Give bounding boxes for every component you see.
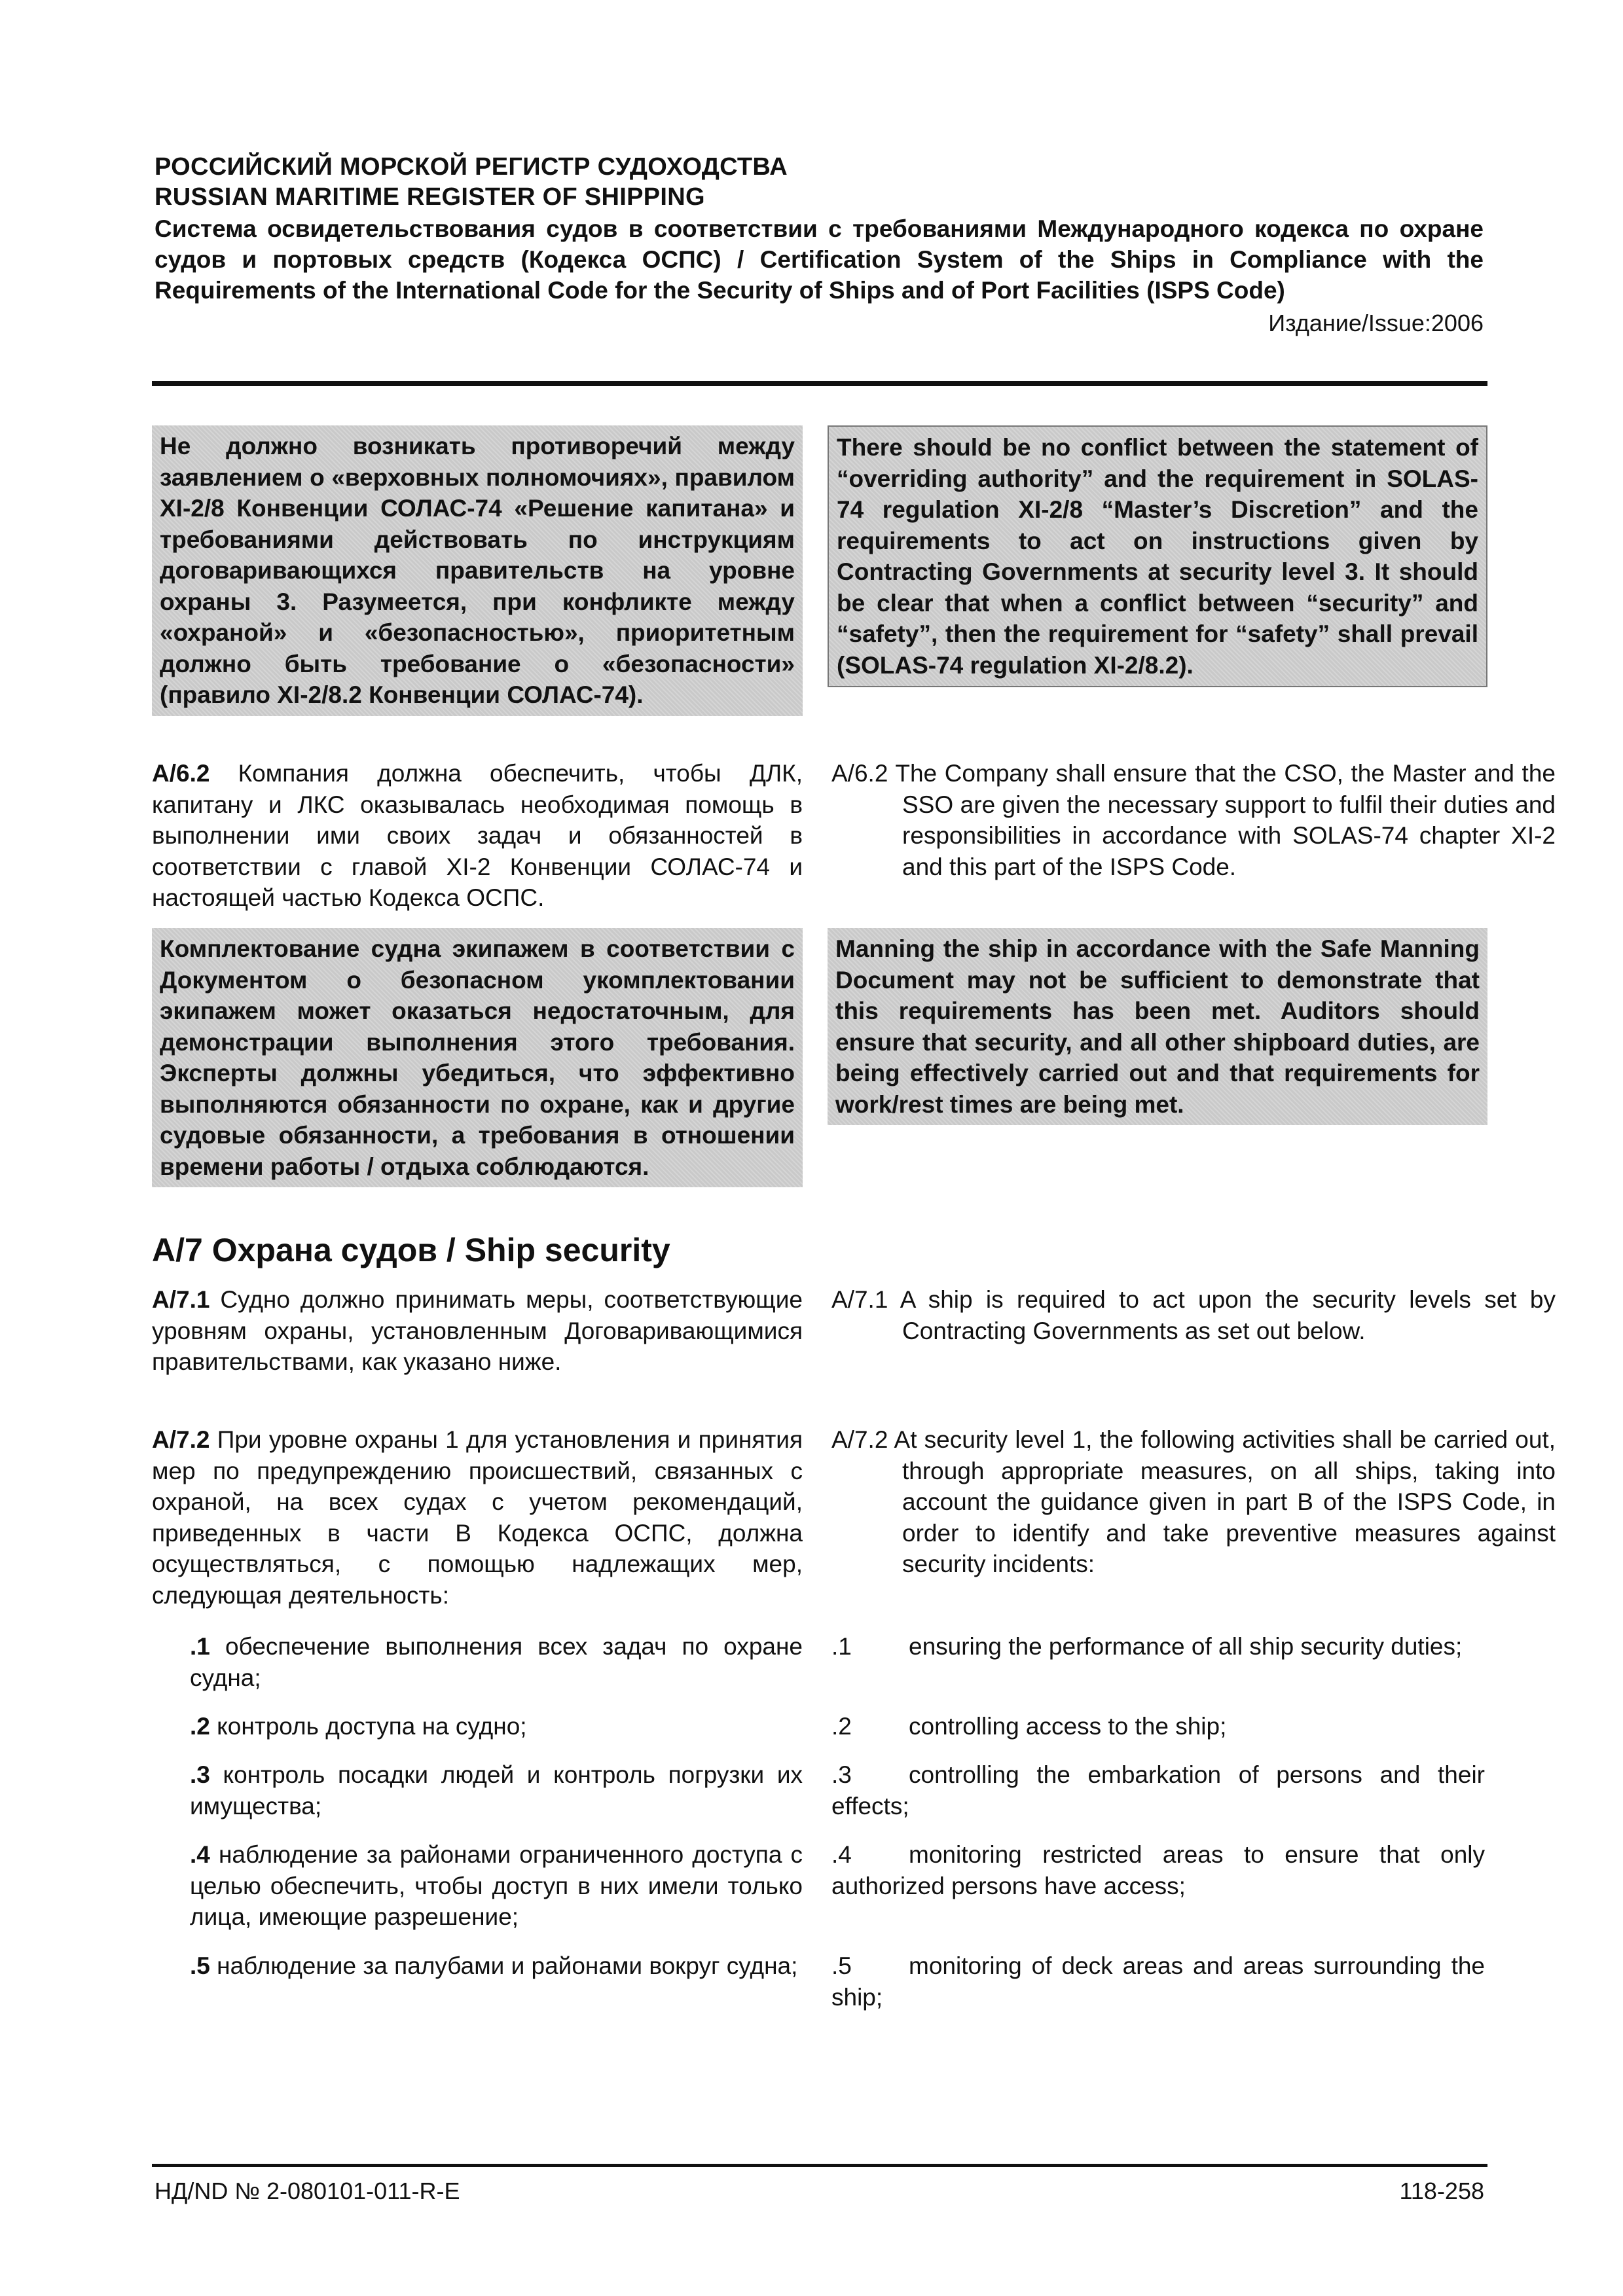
list-number: .3 — [831, 1761, 852, 1788]
header-divider — [152, 381, 1487, 386]
page-header — [155, 152, 1484, 338]
footer-divider — [152, 2164, 1487, 2167]
list-text: наблюдение за палубами и районами вокруг судна; — [217, 1952, 798, 1979]
clause-number: A/6.2 — [152, 760, 210, 787]
list-text: monitoring of deck areas and areas surrounding the ship; — [831, 1952, 1485, 2011]
clause-text: Судно должно принимать меры, соответствующие уровням охраны, установленным Договаривающимися правительствами, как указано ниже. — [152, 1286, 803, 1375]
list-text: наблюдение за районами ограниченного доступа с целью обеспечить, чтобы доступ в них имели только лица, имеющие разрешение; — [190, 1841, 803, 1930]
list-text: controlling access to the ship; — [909, 1713, 1227, 1740]
org-name-ru: РОССИЙСКИЙ МОРСКОЙ РЕГИСТР СУДОХОДСТВА — [155, 153, 788, 181]
guidance-box-en-2: Manning the ship in accordance with the Safe Manning Document may not be sufficient to demonstrate that this requirements has been met. Auditors should ensure that security, and all other shipboard duties, are being effectively carried out and that requirements for work/rest times are being met. — [828, 928, 1487, 1125]
list-item-ru-5 — [190, 1950, 803, 1982]
clause-text: A ship is required to act upon the security levels set by Contracting Governments as set out below. — [900, 1286, 1556, 1344]
list-text: обеспечение выполнения всех задач по охране судна; — [190, 1633, 803, 1691]
list-item-ru-3 — [190, 1759, 803, 1821]
list-item-ru-1 — [190, 1631, 803, 1693]
clause-a7-2-en — [831, 1424, 1556, 1580]
list-number: .2 — [831, 1713, 852, 1740]
list-text: контроль доступа на судно; — [217, 1713, 527, 1740]
list-item-en-1 — [831, 1631, 1485, 1662]
issue-label: Издание/Issue:2006 — [1268, 310, 1484, 336]
list-item-en-2 — [831, 1711, 1485, 1742]
document-title: Система освидетельствования судов в соответствии с требованиями Международного кодекса по охране судов и портовых средств (Кодекса ОСПС) / Certification System of the Ships in Compliance with the Requirements of the International Code for the Security of Ships and of Port Facilities (ISPS Code) — [155, 215, 1484, 304]
list-text: контроль посадки людей и контроль погрузки их имущества; — [190, 1761, 803, 1820]
clause-a7-2-ru — [152, 1424, 803, 1611]
list-number: .4 — [190, 1841, 210, 1868]
page-number: 118-258 — [1399, 2178, 1484, 2204]
list-number: .5 — [190, 1952, 210, 1979]
document-number: НД/ND № 2-080101-011-R-E — [155, 2178, 460, 2204]
list-item-ru-2 — [190, 1711, 803, 1742]
clause-text: The Company shall ensure that the CSO, the Master and the SSO are given the necessary support to fulfil their duties and responsibilities in accordance with SOLAS-74 chapter XI-2 and this part of the ISPS Code. — [895, 760, 1556, 880]
guidance-box-en-1: There should be no conflict between the statement of “overriding authority” and the requirement in SOLAS-74 regulation XI-2/8 “Master’s Discretion” and the requirements to act on instructions given by Contracting Governments at security level 3. It should be clear that when a conflict between “security” and “safety”, then the requirement for “safety” shall prevail (SOLAS-74 regulation XI-2/8.2). — [828, 425, 1487, 687]
list-item-en-5 — [831, 1950, 1485, 2013]
list-item-ru-4 — [190, 1839, 803, 1933]
clause-a7-1-en — [831, 1284, 1556, 1346]
clause-number: A/6.2 — [831, 760, 888, 787]
guidance-box-ru-2: Комплектование судна экипажем в соответствии с Документом о безопасном укомплектовании экипажем может оказаться недостаточным, для демонстрации выполнения этого требования. Эксперты должны убедиться, что эффективно выполняются обязанности по охране, как и другие судовые обязанности, а требования в отношении времени работы / отдыха соблюдаются. — [152, 928, 803, 1187]
list-text: controlling the embarkation of persons and their effects; — [831, 1761, 1485, 1820]
clause-number: A/7.1 — [152, 1286, 210, 1313]
org-name-en: RUSSIAN MARITIME REGISTER OF SHIPPING — [155, 183, 705, 211]
list-item-en-4 — [831, 1839, 1485, 1901]
clause-a6-2-ru — [152, 758, 803, 914]
guidance-box-ru-1: Не должно возникать противоречий между заявлением о «верховных полномочиях», правилом XI-2/8 Конвенции СОЛАС-74 «Решение капитана» и требованиями действовать по инструкциям договаривающихся правительств на уровне охраны 3. Разумеется, при конфликте между «охраной» и «безопасностью», приоритетным должно быть требование о «безопасности» (правило XI-2/8.2 Конвенции СОЛАС-74). — [152, 425, 803, 716]
clause-a7-1-ru — [152, 1284, 803, 1378]
list-number: .5 — [831, 1952, 852, 1979]
clause-number: A/7.2 — [152, 1426, 210, 1453]
clause-a6-2-en — [831, 758, 1556, 882]
list-text: monitoring restricted areas to ensure that only authorized persons have access; — [831, 1841, 1485, 1899]
list-number: .2 — [190, 1713, 210, 1740]
list-number: .4 — [831, 1841, 852, 1868]
list-number: .1 — [190, 1633, 210, 1660]
clause-number: A/7.2 — [831, 1426, 888, 1453]
list-text: ensuring the performance of all ship security duties; — [909, 1633, 1463, 1660]
clause-number: A/7.1 — [831, 1286, 888, 1313]
clause-text: При уровне охраны 1 для установления и принятия мер по предупреждению происшествий, связанных с охраной, на всех судах с учетом рекомендаций, приведенных в части B Кодекса ОСПС, должна осуществляться, с помощью надлежащих мер, следующая деятельность: — [152, 1426, 803, 1609]
clause-text: Компания должна обеспечить, чтобы ДЛК, капитану и ЛКС оказывалась необходимая помощь в выполнении ими своих задач и обязанностей в соответствии с главой XI-2 Конвенции СОЛАС-74 и настоящей частью Кодекса ОСПС. — [152, 760, 803, 911]
list-number: .1 — [831, 1633, 852, 1660]
section-heading: A/7 Охрана судов / Ship security — [152, 1232, 670, 1268]
list-item-en-3 — [831, 1759, 1485, 1821]
list-number: .3 — [190, 1761, 210, 1788]
clause-text: At security level 1, the following activities shall be carried out, through appropriate measures, on all ships, taking into account the guidance given in part B of the ISPS Code, in order to identify and take preventive measures against security incidents: — [894, 1426, 1556, 1577]
